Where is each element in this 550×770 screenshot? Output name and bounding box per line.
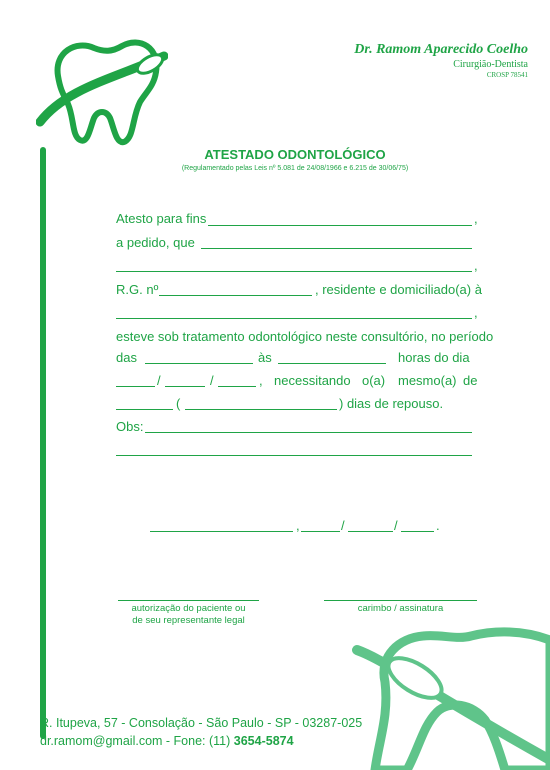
doctor-title: Cirurgião-Dentista (453, 59, 528, 70)
das-label: das (116, 350, 137, 365)
tratamento-text: esteve sob tratamento odontológico neste consultório, no período (116, 329, 494, 344)
footer-phone-number: 3654-5874 (233, 734, 294, 748)
month-field[interactable] (165, 386, 205, 387)
city-field[interactable] (150, 531, 293, 532)
day-field[interactable] (116, 386, 155, 387)
as-label: às (258, 350, 272, 365)
tooth-watermark (345, 620, 550, 770)
doctor-name: Dr. Ramom Aparecido Coelho (354, 42, 528, 57)
patient-name-field-2[interactable] (116, 271, 472, 272)
comma-2: , (474, 258, 478, 273)
de-label: de (463, 373, 478, 388)
comma-3: , (474, 305, 478, 320)
footer-address: R. Itupeva, 57 - Consolação - São Paulo - SP - 03287-025 (40, 716, 363, 730)
paren-open: ( (176, 396, 181, 411)
date-period: . (436, 518, 440, 533)
date-slash-2: / (394, 518, 398, 533)
days-words-field[interactable] (185, 409, 337, 410)
date-slash-1: / (341, 518, 345, 533)
fins-field[interactable] (208, 225, 472, 226)
horas-label: horas do dia (398, 350, 470, 365)
pedido-label: a pedido, que (116, 235, 195, 250)
obs-field-2[interactable] (116, 455, 472, 456)
footer-email-phone: dr.ramom@gmail.com - Fone: (11) (40, 734, 231, 748)
tooth-logo (36, 38, 168, 158)
necessitando-label: necessitando (274, 373, 351, 388)
obs-label: Obs: (116, 419, 144, 434)
address-field[interactable] (116, 318, 472, 319)
document-title: ATESTADO ODONTOLÓGICO (204, 147, 386, 162)
dias-repouso-label: ) dias de repouso. (339, 396, 444, 411)
stamp-signature-line[interactable] (324, 600, 477, 601)
slash-2: / (210, 373, 214, 388)
patient-name-field[interactable] (201, 248, 472, 249)
to-hour-field[interactable] (278, 363, 386, 364)
doctor-crosp: CROSP 78541 (486, 71, 528, 79)
document-subtitle: (Regulamentado pelas Leis nº 5.081 de 24/08/1966 e 6.215 de 30/06/75) (181, 165, 409, 172)
stamp-signature-label: carimbo / assinatura (357, 603, 444, 614)
comma-4: , (259, 373, 263, 388)
date-day-field[interactable] (301, 531, 340, 532)
date-year-field[interactable] (401, 531, 434, 532)
rg-field[interactable] (159, 295, 312, 296)
residente-label: , residente e domiciliado(a) à (315, 282, 482, 297)
date-comma: , (296, 518, 300, 533)
comma-1: , (474, 211, 478, 226)
patient-signature-label-2: de seu representante legal (132, 615, 245, 626)
tooth-mirror (134, 51, 165, 77)
patient-signature-label-1: autorização do paciente ou (131, 603, 246, 614)
obs-field[interactable] (145, 432, 472, 433)
patient-signature-line[interactable] (118, 600, 259, 601)
mesmo-label: mesmo(a) (398, 373, 457, 388)
days-number-field[interactable] (116, 409, 173, 410)
oa-label: o(a) (362, 373, 386, 388)
date-month-field[interactable] (348, 531, 393, 532)
slash-1: / (157, 373, 161, 388)
year-field[interactable] (218, 386, 256, 387)
watermark-mirror (382, 650, 448, 706)
rg-label: R.G. nº (116, 282, 159, 297)
footer-contact (40, 734, 294, 748)
atesto-label: Atesto para fins (116, 211, 207, 226)
left-vertical-bar (40, 147, 46, 739)
from-hour-field[interactable] (145, 363, 253, 364)
